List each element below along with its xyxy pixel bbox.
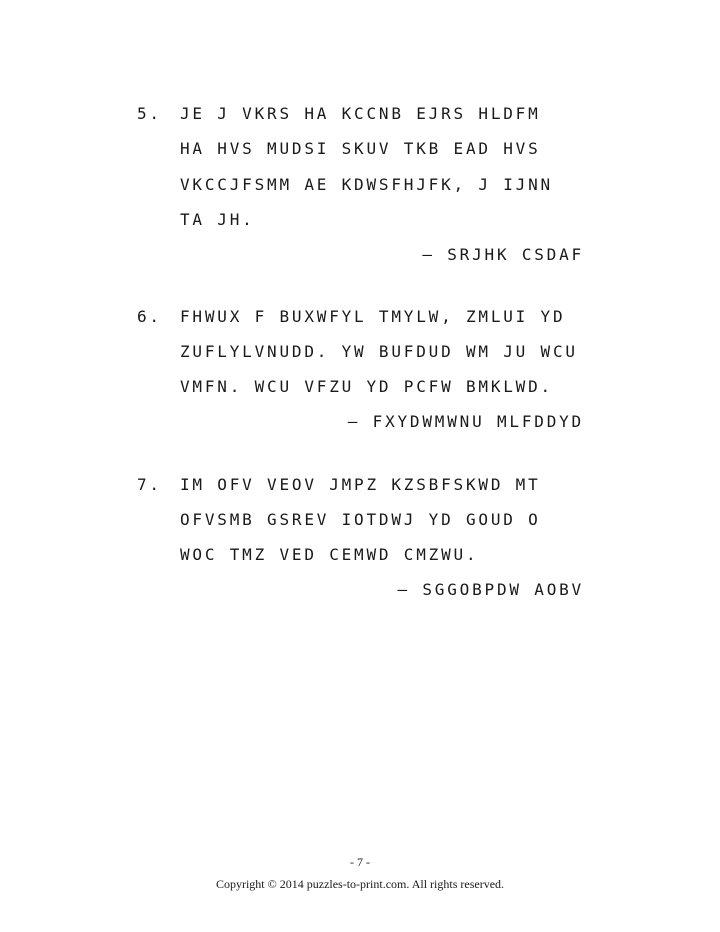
cipher-author: — FXYDWMWNU MLFDDYD	[347, 412, 584, 431]
cipher-line: IM OFV VEOV JMPZ KZSBFSKWD MT	[180, 475, 541, 494]
cipher-author: — SGGOBPDW AOBV	[397, 580, 584, 599]
cipher-line: FHWUX F BUXWFYL TMYLW, ZMLUI YD	[180, 307, 566, 326]
cipher-line: HA HVS MUDSI SKUV TKB EAD HVS	[180, 139, 541, 158]
puzzle-number: 7.	[137, 475, 162, 494]
cipher-author: — SRJHK CSDAF	[422, 245, 584, 264]
cipher-line: ZUFLYLVNUDD. YW BUFDUD WM JU WCU	[180, 342, 578, 361]
cipher-line: VKCCJFSMM AE KDWSFHJFK, J IJNN	[180, 175, 553, 194]
cipher-line: OFVSMB GSREV IOTDWJ YD GOUD O	[180, 510, 541, 529]
page-number: - 7 -	[350, 855, 370, 869]
puzzle-number: 6.	[137, 307, 162, 326]
cipher-line: JE J VKRS HA KCCNB EJRS HLDFM	[180, 104, 541, 123]
copyright-notice: Copyright © 2014 puzzles-to-print.com. All rights reserved.	[215, 877, 505, 891]
cipher-line: WOC TMZ VED CEMWD CMZWU.	[180, 545, 479, 564]
puzzle-number: 5.	[137, 104, 162, 123]
cipher-line: VMFN. WCU VFZU YD PCFW BMKLWD.	[180, 377, 553, 396]
cipher-line: TA JH.	[180, 210, 255, 229]
